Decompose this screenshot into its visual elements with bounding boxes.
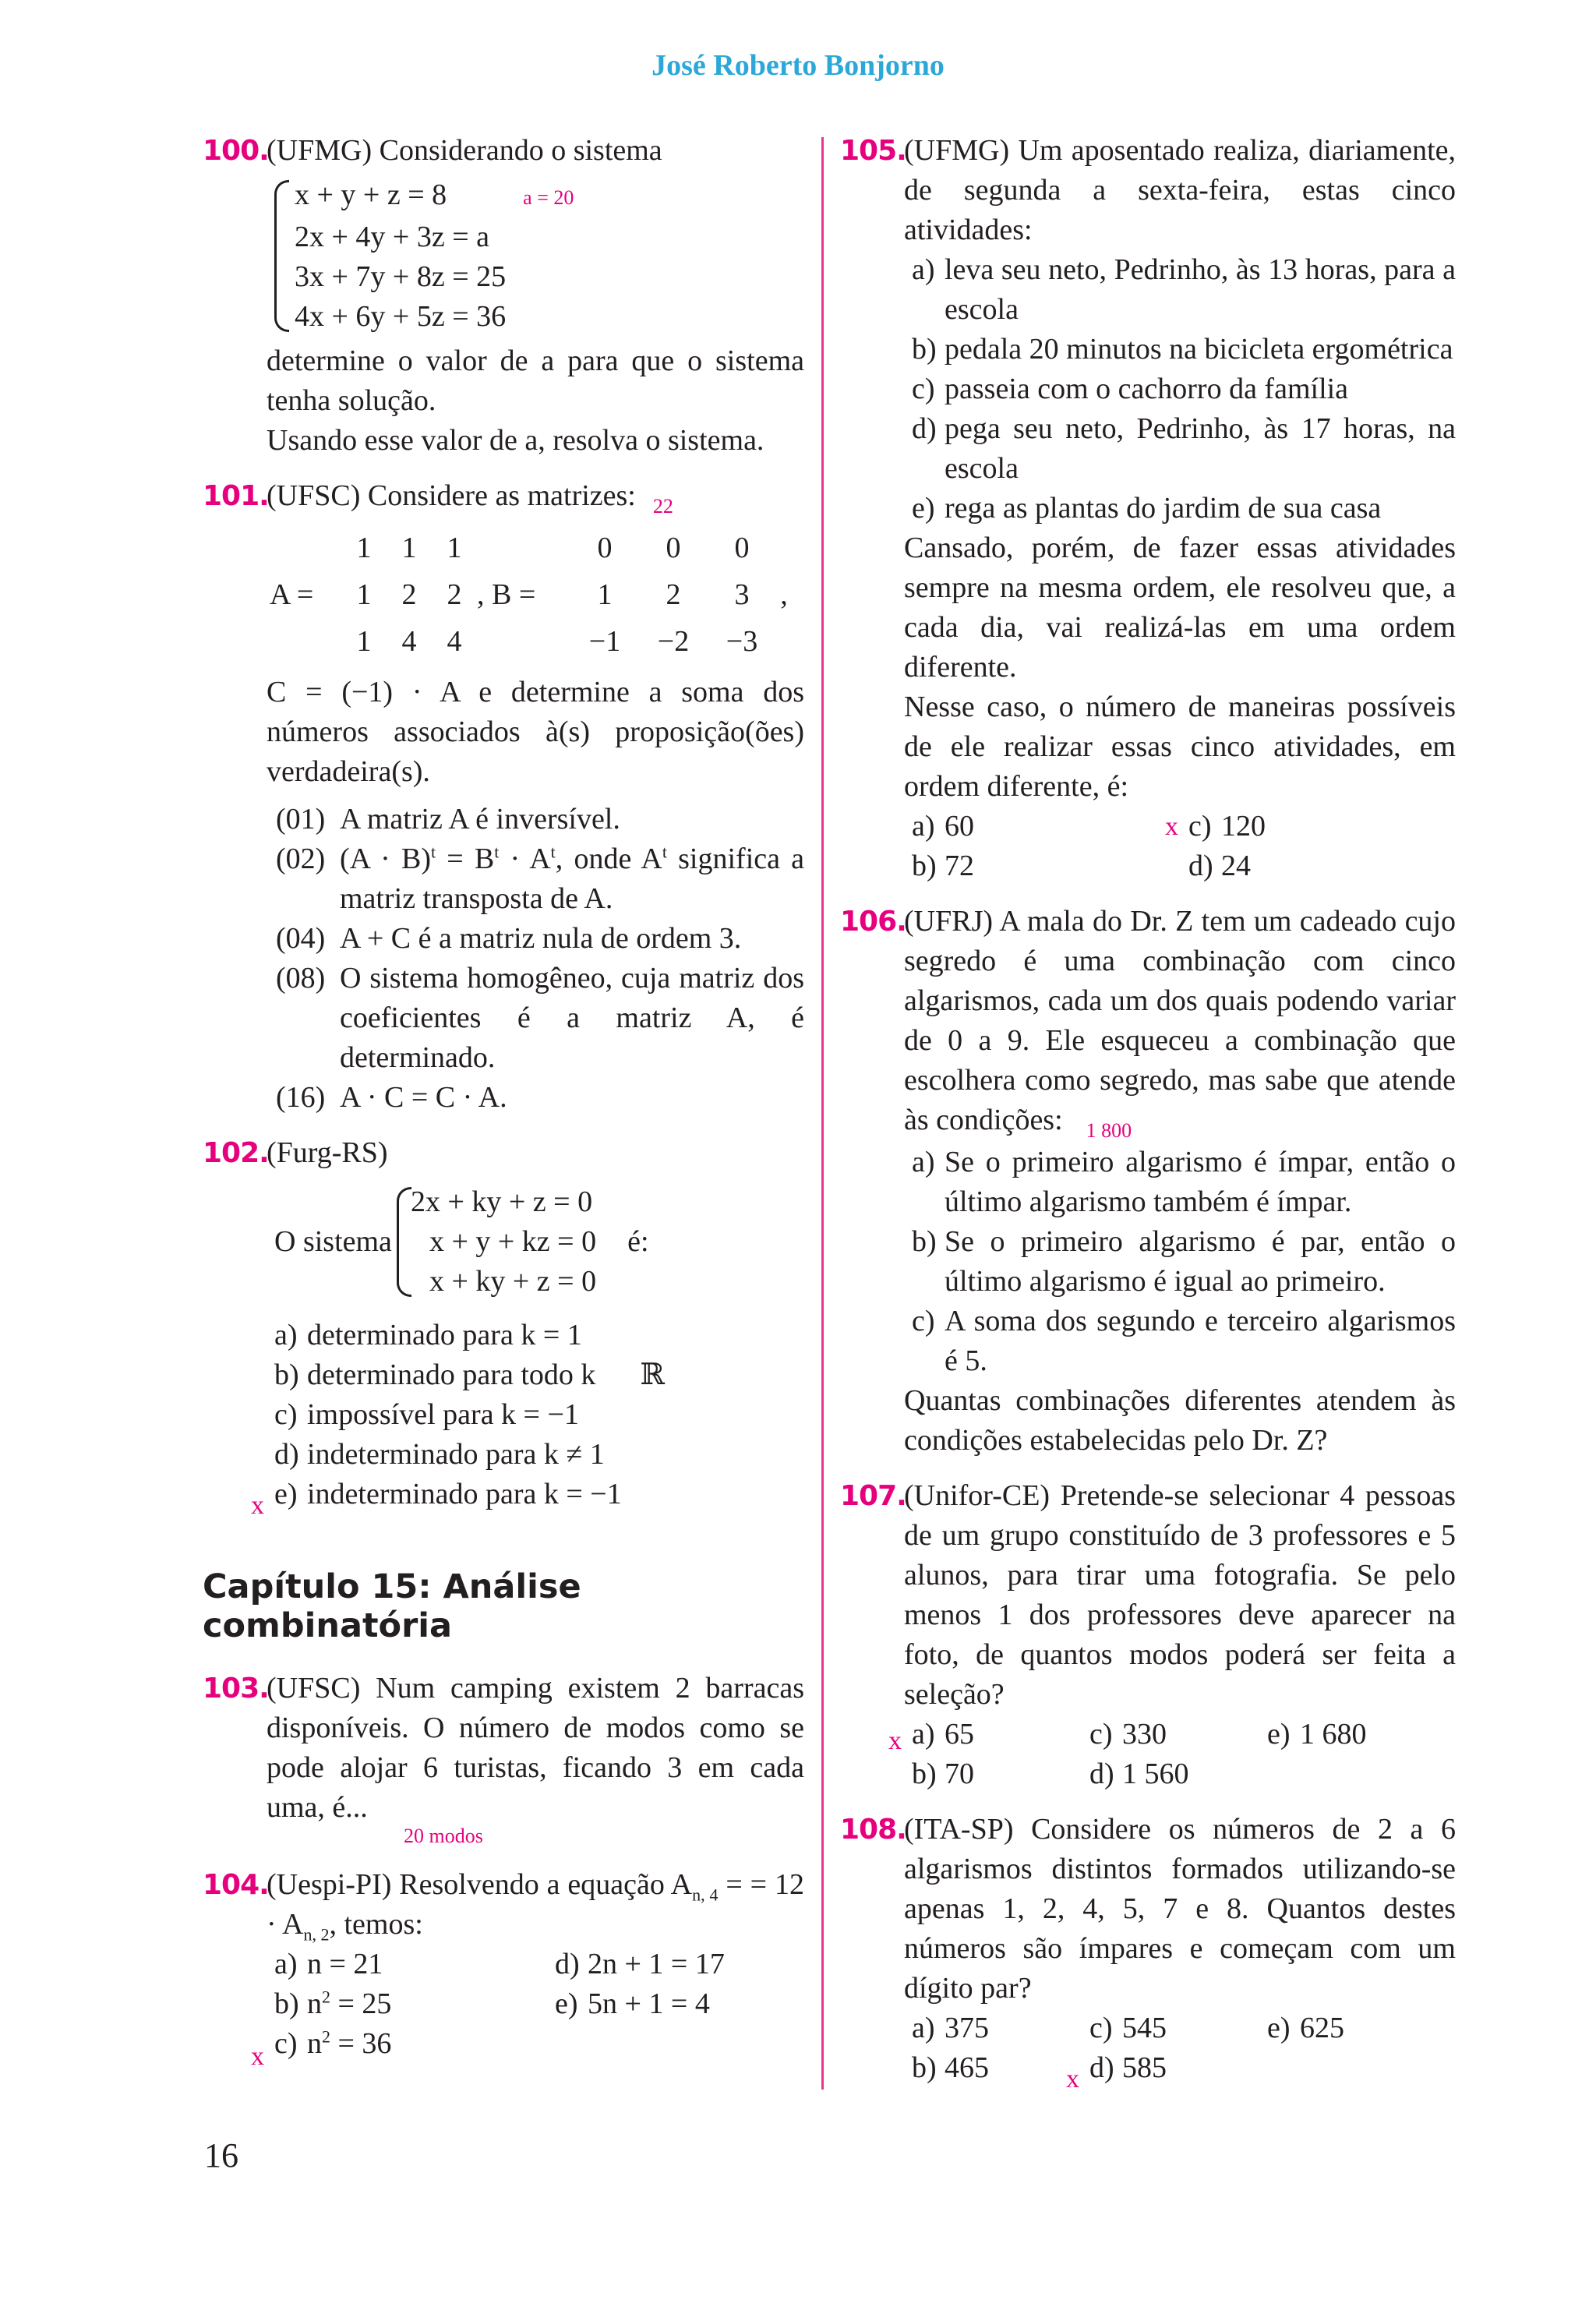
answer-option: c) 330 [1089,1718,1167,1751]
activity-item: e) rega as plantas do jardim de sua casa [912,492,1382,525]
answer-option: a) 60 [912,810,974,843]
answer-option: d) indeterminado para k ≠ 1 [274,1438,605,1471]
answer-option: d) 24 [1188,850,1251,882]
answer-option: b) 70 [912,1758,974,1790]
right-column [840,131,1456,2104]
left-column [203,131,804,2079]
answer-option: a) determinado para k = 1 [274,1319,582,1351]
handwritten-answer: a = 20 [523,186,574,209]
question-number: 100. [203,135,269,167]
question-104 [203,1865,804,2071]
matrix-a-label: A = [270,578,314,611]
answer-options [251,1945,804,2071]
answer-mark: x [1066,2065,1079,2093]
answer-option: x c) 120 [1188,807,1422,846]
question-number: 104. [203,1869,269,1901]
answer-options [912,2008,1456,2093]
equation: 3x + 7y + 8z = 25 [295,260,507,293]
answer-option: d) 2n + 1 = 17 [555,1948,725,1980]
condition-item: c) A soma dos segundo e terceiro algarismos é 5. [912,1305,1456,1377]
proposition: (16) A · C = C · A. [276,1081,507,1114]
question-number: 103. [203,1673,269,1705]
question-text: determine o valor de a para que o sistema tenha solução. [267,344,804,417]
answer-option: d) 1 560 [1089,1758,1189,1790]
question-text: (UFSC) Num camping existem 2 barracas disponíveis. O número de modos como se pode alojar 6 turistas, ficando 3 em cada uma, é... [267,1672,804,1824]
question-text: (Uespi-PI) Resolvendo a equação $A_{n, 4}$ = = $12 \cdot A_{n, 2}$, temos: [267,1868,804,1945]
chapter-title: Capítulo 15: Análise combinatória [203,1567,581,1645]
question-101 [203,476,804,1118]
answer-mark: x [1165,812,1178,841]
answer-option: e) 625 [1267,2012,1344,2044]
question-103 [203,1669,804,1849]
activity-item: a) leva seu neto, Pedrinho, às 13 horas, para a escola [912,253,1456,326]
question-intro: (UFRJ) A mala do Dr. Z tem um cadeado cujo segredo é uma combinação com cinco algarismos, cada um dos quais podendo variar de 0 a 9. Ele esqueceu a combinação que escolhera como segredo, mas sabe que atende às condições: $_{1 800}$ [904,905,1456,1142]
answer-option: x c) $n^2 = 36$ [274,2024,555,2064]
question-100 [203,131,804,461]
equation: x + y + z = 8 a = 20 [295,178,574,211]
equation-system [271,175,804,337]
proposition: (08) O sistema homogêneo, cuja matriz dos coeficientes é a matriz A, é determinado. [276,962,804,1074]
proposition: (04) A + C é a matriz nula de ordem 3. [276,922,742,955]
answer-option: a) n = 21 [274,1948,383,1980]
question-108 [840,1810,1456,2093]
answer-option: c) 545 [1089,2012,1167,2044]
column-divider [821,137,824,2090]
answer-option: e) 1 680 [1267,1718,1367,1751]
question-text: Cansado, porém, de fazer essas atividades sempre na mesma ordem, ele resolveu que, a cada dia, vai realizá-las em uma ordem diferente. [904,532,1456,684]
condition-item: a) Se o primeiro algarismo é ímpar, então o último algarismo também é ímpar. [912,1146,1456,1218]
question-text: Nesse caso, o número de maneiras possíveis de ele realizar essas cinco atividades, em ordem diferente, é: [904,691,1456,803]
matrix-b-label: , B = [477,578,536,611]
answer-option: b) 72 [912,850,974,882]
activity-item: d) pega seu neto, Pedrinho, às 17 horas, na escola [912,412,1456,485]
question-text: Quantas combinações diferentes atendem às condições estabelecidas pelo Dr. Z? [904,1384,1456,1457]
answer-option: x e) indeterminado para k = −1 [274,1475,804,1514]
activity-item: c) passeia com o cachorro da família [912,373,1349,405]
answer-option: b) 465 [912,2051,989,2084]
answer-options [888,1715,1456,1794]
answer-option: b) determinado para todo k ℝ [274,1358,665,1391]
answer-option: x d) 585 [1089,2048,1267,2088]
answer-option: b) $n^2 = 25$ [274,1987,392,2020]
question-102 [203,1133,804,1520]
left-brace-icon [274,180,289,332]
handwritten-answer: 1 800 [1086,1119,1132,1142]
answer-option: a) 375 [912,2012,989,2044]
question-105 [840,131,1456,886]
question-number: 108. [840,1814,906,1846]
page-number: 16 [204,2136,238,2175]
proposition: (02) $(A \cdot B)^t = B^t \cdot A^t$, onde $A^t$ significa a matriz transposta de A. [276,842,805,915]
question-text: Usando esse valor de a, resolva o sistema. [267,424,764,457]
activity-item: b) pedala 20 minutos na bicicleta ergométrica [912,333,1453,366]
answer-option: c) impossível para k = −1 [274,1398,579,1431]
answer-mark: x [251,1491,264,1520]
handwritten-answer: 20 modos [404,1825,483,1847]
running-header: José Roberto Bonjorno [651,49,945,82]
question-intro: (Furg-RS) [267,1136,388,1169]
question-intro: (UFMG) Um aposentado realiza, diariamente, de segunda a sexta-feira, estas cinco atividades: [904,134,1456,246]
answer-options [912,807,1456,886]
equation: 2x + 4y + 3z = a [295,221,490,253]
question-number: 105. [840,135,906,167]
answer-mark: x [888,1726,902,1755]
matrix-definitions: 1 1 1 0 0 0 A = 1 2 2 , B = 1 2 3 , 1 4 4 −1 −2 −3 [270,531,788,658]
answer-option: x a) 65 [912,1715,1089,1754]
left-brace-icon [397,1187,411,1297]
question-text: C = (−1) · A e determine a soma dos números associados à(s) proposição(ões) verdadeira(s). [267,676,804,788]
answer-mark: x [251,2042,264,2071]
question-number: 106. [840,906,906,938]
condition-item: b) Se o primeiro algarismo é par, então o último algarismo é igual ao primeiro. [912,1225,1456,1298]
question-intro: (Unifor-CE) Pretende-se selecionar 4 pessoas de um grupo constituído de 3 professores e 5 alunos, para tirar uma fotografia. Se pelo menos 1 dos professores deve aparecer na foto, de quantos modos poderá ser feita a seleção? [904,1479,1456,1711]
answer-option: e) 5n + 1 = 4 [555,1987,710,2020]
question-intro: (UFSC) Considere as matrizes: $_{22}$ [267,479,673,518]
question-number: 107. [840,1480,906,1512]
equation-system: O sistema 2x + ky + z = 0 x + y + kz = 0 x + ky + z = 0 é: [274,1185,649,1298]
question-number: 101. [203,480,269,512]
question-106 [840,902,1456,1461]
proposition: (01) A matriz A é inversível. [276,803,620,836]
handwritten-answer: 22 [652,495,673,518]
question-number: 102. [203,1137,269,1169]
question-intro: (ITA-SP) Considere os números de 2 a 6 algarismos distintos formados utilizando-se apenas 1, 2, 4, 5, 7 e 8. Quantos destes números são ímpares e começam com um dígito par? [904,1813,1456,2005]
equation: 4x + 6y + 5z = 36 [295,300,507,333]
question-intro: (UFMG) Considerando o sistema [267,134,662,167]
question-107 [840,1476,1456,1794]
